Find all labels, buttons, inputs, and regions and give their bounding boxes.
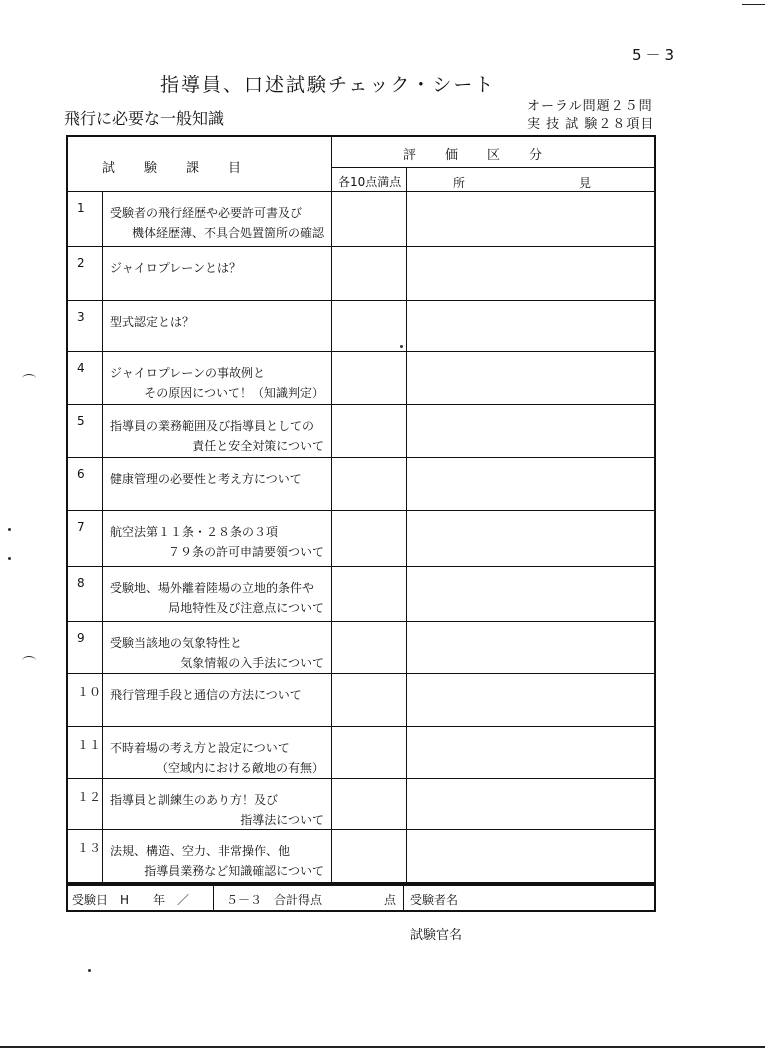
scan-speck [8,557,11,560]
score-cell[interactable] [333,623,404,671]
total-score-label: ５－３ 合計得点 [226,893,323,907]
footer-divider-2 [403,886,404,910]
score-cell[interactable] [333,248,404,298]
score-cell[interactable] [333,831,404,882]
score-cell[interactable] [333,780,404,827]
item-number: 6 [77,467,85,481]
footer-row [66,884,656,912]
row-divider [68,778,656,779]
points-unit-label: 点 [384,893,397,907]
row-divider [68,566,656,567]
item-subject-line1: 受験地、場外離着陸場の立地的条件や [110,581,315,595]
item-subject-line2: （空域内における敵地の有無） [155,761,324,775]
remarks-cell[interactable] [409,568,654,619]
item-subject-line1: 不時着場の考え方と設定について [110,741,290,755]
remarks-cell[interactable] [409,302,654,349]
row-divider [68,726,656,727]
oral-question-count: オーラル問題２５問 [527,99,653,114]
item-subject-line2: 機体経歴薄、不具合処置箇所の確認 [131,226,324,240]
page-title: 指導員、口述試験チェック・シート [160,74,496,96]
row-divider [68,673,656,674]
item-subject-line1: 法規、構造、空力、非常操作、他 [110,844,291,858]
row-divider [68,300,656,301]
item-number: １２ [77,790,102,804]
scan-speck [400,345,403,348]
remarks-cell[interactable] [409,248,654,298]
footer-divider-1 [213,886,214,910]
item-subject-line2: 指導法について [240,813,324,827]
scan-edge-line [0,1046,765,1048]
scan-speck [8,528,11,531]
header-score: 各10点満点 [338,175,402,189]
row-divider [68,457,656,458]
row-divider [68,510,656,511]
remarks-cell[interactable] [409,459,654,508]
item-subject-line1: 型式認定とは？ [110,315,195,329]
header-bottom-rule [68,191,656,192]
item-number: １３ [77,841,102,855]
row-divider [68,829,656,830]
header-subject: 試 験 課 目 [102,161,250,176]
item-subject-line2: 責任と安全対策について [192,439,324,453]
row-divider [68,404,656,405]
col-divider-no [102,191,103,884]
item-number: 2 [77,256,85,270]
item-number: １１ [77,738,102,752]
item-subject-line1: 指導員の業務範囲及び指導員としての [110,419,315,433]
item-subject-line1: 受験者の飛行経歴や必要許可書及び [110,206,303,220]
checklist-table [66,135,656,884]
item-number: １０ [77,685,102,699]
score-cell[interactable] [333,512,404,564]
row-divider [68,351,656,352]
item-number: 5 [77,414,85,428]
score-cell[interactable] [333,675,404,724]
item-number: 3 [77,310,85,324]
row-divider [68,246,656,247]
header-mid-rule [331,167,656,168]
score-cell[interactable] [333,459,404,508]
score-cell[interactable] [333,353,404,402]
remarks-cell[interactable] [409,780,654,827]
item-subject-line2: その原因について！（知識判定） [144,386,324,400]
remarks-cell[interactable] [409,831,654,882]
header-remarks: 所 見 [453,176,594,190]
practical-item-count: 実 技 試 験２８項目 [527,117,655,132]
item-subject-line1: 飛行管理手段と通信の方法について [110,688,302,702]
page-number: 5－3 [632,46,679,64]
remarks-cell[interactable] [409,623,654,671]
item-subject-line1: 健康管理の必要性と考え方について [110,472,302,486]
remarks-cell[interactable] [409,353,654,402]
exam-date-label: 受験日 H 年 ／ [72,893,190,907]
item-number: 9 [77,631,85,645]
remarks-cell[interactable] [409,728,654,776]
scan-speck [88,969,91,972]
remarks-cell[interactable] [409,406,654,455]
score-cell[interactable] [333,302,404,349]
item-number: 1 [77,201,85,215]
col-divider-score [406,167,407,884]
row-divider [68,621,656,622]
score-cell[interactable] [333,406,404,455]
item-number: 4 [77,361,85,375]
scan-edge-line [742,4,765,5]
header-evaluation: 評 価 区 分 [403,148,551,163]
section-subtitle: 飛行に必要な一般知識 [64,109,225,128]
item-subject-line2: ７９条の許可申請要領ついて [167,545,324,559]
item-number: 7 [77,520,85,534]
punch-mark [22,656,36,665]
item-subject-line1: 受験当該地の気象特性と [110,636,243,650]
punch-mark [22,374,36,383]
score-cell[interactable] [333,193,404,244]
score-cell[interactable] [333,568,404,619]
item-subject-line1: ジャイロプレーンとは？ [110,261,242,275]
item-subject-line1: ジャイロプレーンの事故例と [110,366,266,380]
examinee-name-label: 受験者名 [410,893,459,907]
item-subject-line1: 指導員と訓練生のあり方！及び [110,793,279,807]
item-number: 8 [77,576,85,590]
item-subject-line2: 気象情報の入手法について [180,656,324,670]
item-subject-line2: 指導員業務など知識確認について [144,864,324,878]
score-cell[interactable] [333,728,404,776]
item-subject-line1: 航空法第１１条・２８条の３項 [110,525,279,539]
remarks-cell[interactable] [409,512,654,564]
examiner-name-label: 試験官名 [410,928,463,943]
remarks-cell[interactable] [409,193,654,244]
remarks-cell[interactable] [409,675,654,724]
item-subject-line2: 局地特性及び注意点について [168,601,324,615]
